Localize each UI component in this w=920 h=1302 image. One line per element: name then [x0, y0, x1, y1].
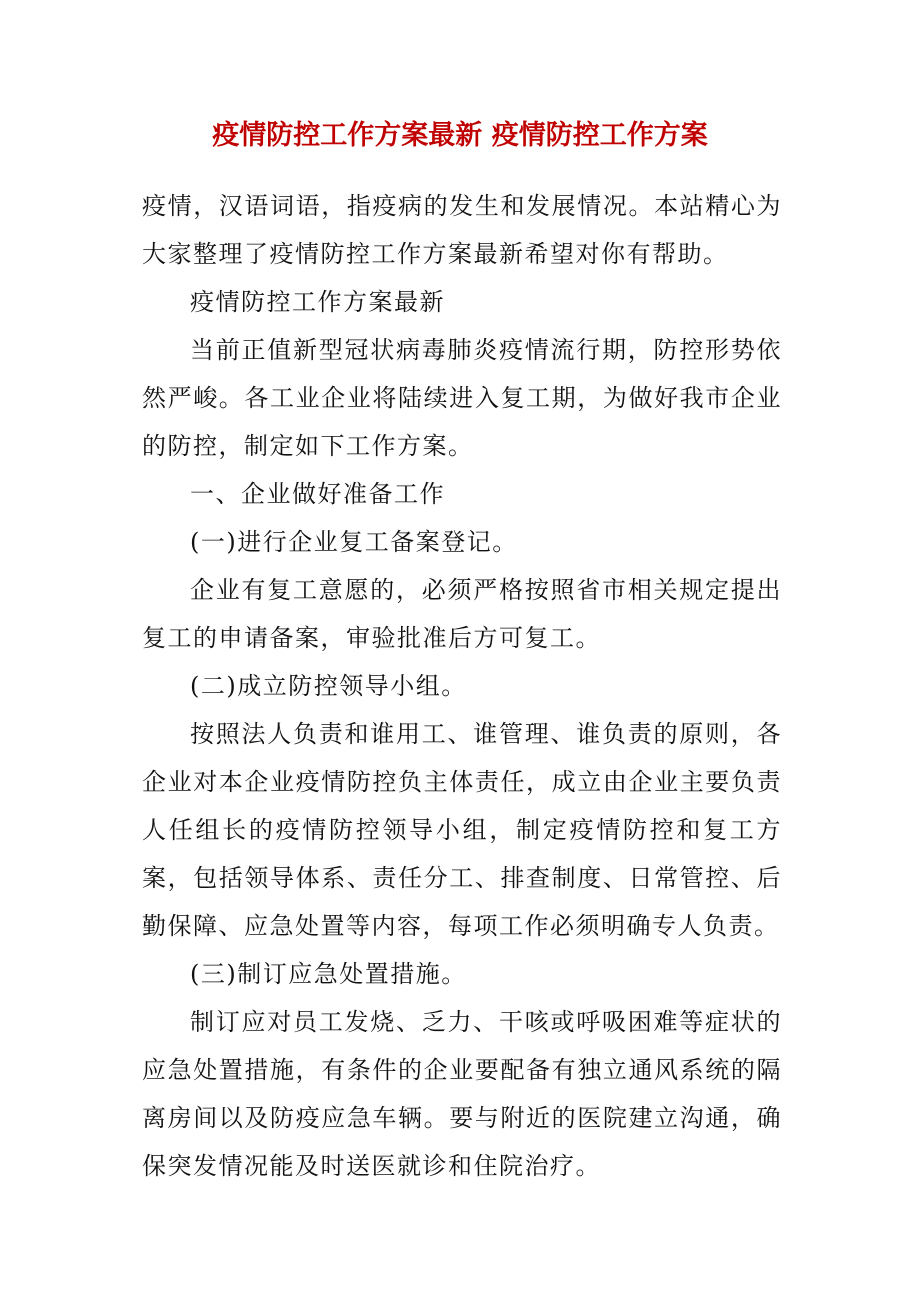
subsection-heading: (二)成立防控领导小组。	[190, 672, 467, 700]
body-paragraph: 按照法人负责和谁用工、谁管理、谁负责的原则，各企业对本企业疫情防控负主体责任，成立由企业主要负责人任组长的疫情防控领导小组，制定疫情防控和复工方案，包括领导体系、责任分工、排查制度、日常管控、后勤保障、应急处置等内容，每项工作必须明确专人负责。	[142, 720, 782, 940]
section-heading: 疫情防控工作方案最新	[190, 288, 445, 316]
document-body	[142, 182, 782, 1190]
section-heading: 一、企业做好准备工作	[190, 480, 445, 508]
body-paragraph: 制订应对员工发烧、乏力、干咳或呼吸困难等症状的应急处置措施，有条件的企业要配备有独立通风系统的隔离房间以及防疫应急车辆。要与附近的医院建立沟通，确保突发情况能及时送医就诊和住院治疗。	[142, 1008, 782, 1180]
subsection-heading: (三)制订应急处置措施。	[190, 960, 467, 988]
intro-paragraph: 疫情，汉语词语，指疫病的发生和发展情况。本站精心为大家整理了疫情防控工作方案最新希望对你有帮助。	[142, 192, 782, 268]
body-paragraph: 企业有复工意愿的，必须严格按照省市相关规定提出复工的申请备案，审验批准后方可复工。	[142, 576, 782, 652]
subsection-heading: (一)进行企业复工备案登记。	[190, 528, 518, 556]
body-paragraph: 当前正值新型冠状病毒肺炎疫情流行期，防控形势依然严峻。各工业企业将陆续进入复工期，为做好我市企业的防控，制定如下工作方案。	[142, 336, 782, 460]
document-title: 疫情防控工作方案最新 疫情防控工作方案	[212, 120, 708, 151]
